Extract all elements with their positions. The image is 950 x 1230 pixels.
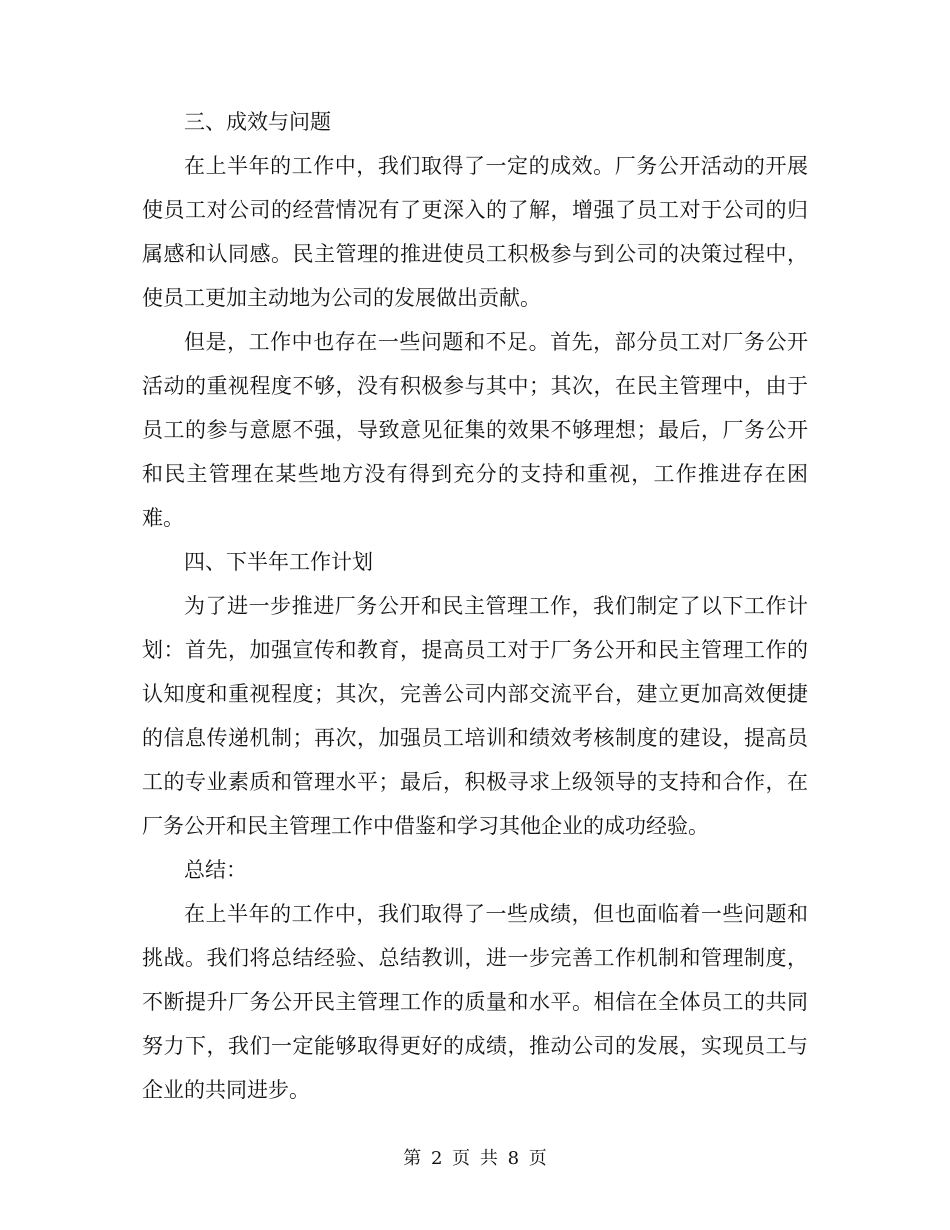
- section-3-paragraph-2: 但是，工作中也存在一些问题和不足。首先，部分员工对厂务公开活动的重视程度不够，没有积极参与其中；其次，在民主管理中，由于员工的参与意愿不强，导致意见征集的效果不够理想；最后，厂务公开和民主管理在某些地方没有得到充分的支持和重视，工作推进存在困难。: [142, 330, 808, 530]
- document-page: [142, 100, 808, 1112]
- summary-paragraph: 在上半年的工作中，我们取得了一些成绩，但也面临着一些问题和挑战。我们将总结经验、总结教训，进一步完善工作机制和管理制度，不断提升厂务公开民主管理工作的质量和水平。相信在全体员工的共同努力下，我们一定能够取得更好的成绩，推动公司的发展，实现员工与企业的共同进步。: [142, 902, 808, 1102]
- page-number-footer: 第 2 页 共 8 页: [403, 1148, 547, 1169]
- section-4-heading: 四、下半年工作计划: [184, 550, 373, 574]
- section-3-paragraph-1: 在上半年的工作中，我们取得了一定的成效。厂务公开活动的开展使员工对公司的经营情况有了更深入的了解，增强了员工对于公司的归属感和认同感。民主管理的推进使员工积极参与到公司的决策过程中，使员工更加主动地为公司的发展做出贡献。: [142, 154, 808, 310]
- summary-heading: 总结：: [184, 858, 247, 882]
- section-4-paragraph-1: 为了进一步推进厂务公开和民主管理工作，我们制定了以下工作计划：首先，加强宣传和教育，提高员工对于厂务公开和民主管理工作的认知度和重视程度；其次，完善公司内部交流平台，建立更加高效便捷的信息传递机制；再次，加强员工培训和绩效考核制度的建设，提高员工的专业素质和管理水平；最后，积极寻求上级领导的支持和合作，在厂务公开和民主管理工作中借鉴和学习其他企业的成功经验。: [142, 594, 808, 838]
- section-3-heading: 三、成效与问题: [184, 110, 331, 134]
